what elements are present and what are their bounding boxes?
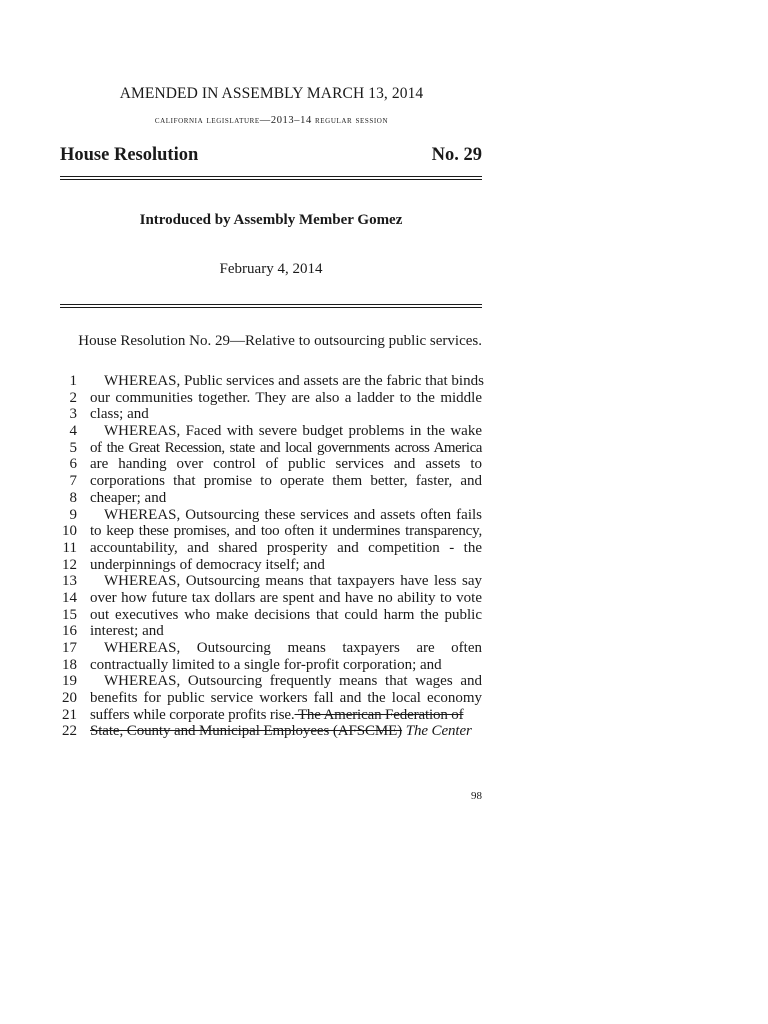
document-type: House Resolution bbox=[60, 145, 199, 165]
struck-text: State, County and Municipal Employees (AFSCME) bbox=[90, 723, 403, 740]
struck-text: The American Federation of bbox=[294, 706, 464, 723]
intro-rule-bottom bbox=[60, 307, 482, 308]
line-number: 14 bbox=[62, 589, 77, 606]
header-rule-bottom bbox=[60, 179, 482, 180]
body-line-7 bbox=[0, 473, 768, 490]
line-number: 11 bbox=[62, 539, 77, 556]
introduced-date: February 4, 2014 bbox=[219, 261, 323, 277]
body-line-20 bbox=[0, 690, 768, 707]
introduced-by: Introduced by Assembly Member Gomez bbox=[139, 212, 403, 228]
body-line-16 bbox=[0, 623, 768, 640]
line-number: 17 bbox=[62, 640, 77, 656]
amended-notice: AMENDED IN ASSEMBLY MARCH 13, 2014 bbox=[119, 85, 424, 102]
body-line-4 bbox=[0, 423, 768, 440]
line-text: WHEREAS, Outsourcing means that taxpayers have less say bbox=[104, 573, 482, 590]
body-line-6 bbox=[0, 456, 768, 473]
line-number: 9 bbox=[69, 506, 77, 523]
body-line-14 bbox=[0, 590, 768, 607]
line-text: interest; and bbox=[90, 623, 164, 640]
line-text: our communities together. They are also a ladder to the middle bbox=[90, 389, 482, 406]
line-text: corporations that promise to operate them better, faster, and bbox=[90, 473, 482, 490]
inserted-text: The Center bbox=[402, 723, 472, 740]
body-line-10 bbox=[0, 523, 768, 540]
body-line-11 bbox=[0, 540, 768, 557]
body-line-17 bbox=[0, 640, 768, 657]
intro-rule-top bbox=[60, 304, 482, 305]
line-text: underpinnings of democracy itself; and bbox=[90, 556, 325, 573]
line-text: over how future tax dollars are spent and have no ability to vote bbox=[90, 589, 482, 606]
body-line-8 bbox=[0, 490, 768, 507]
line-number: 18 bbox=[62, 656, 77, 673]
body-line-15 bbox=[0, 607, 768, 624]
line-number: 12 bbox=[62, 556, 77, 573]
line-number: 1 bbox=[69, 373, 77, 389]
line-text: contractually limited to a single for-profit corporation; and bbox=[90, 656, 442, 673]
line-text: WHEREAS, Faced with severe budget problems in the wake bbox=[104, 423, 482, 440]
line-text: to keep these promises, and too often it undermines transparency, bbox=[90, 523, 482, 540]
line-number: 19 bbox=[62, 673, 77, 690]
line-number: 21 bbox=[62, 706, 77, 723]
session-label: california legislature—2013–14 regular session bbox=[154, 115, 389, 126]
line-number: 8 bbox=[69, 489, 77, 506]
line-number: 3 bbox=[69, 406, 77, 423]
line-number: 15 bbox=[62, 606, 77, 623]
body-line-3 bbox=[0, 406, 768, 423]
body-line-12 bbox=[0, 557, 768, 574]
line-number: 13 bbox=[62, 573, 77, 590]
body-line-13 bbox=[0, 573, 768, 590]
page-number: 98 bbox=[471, 790, 482, 802]
line-text bbox=[90, 707, 482, 724]
line-text-plain: suffers while corporate profits rise. bbox=[90, 706, 295, 723]
line-number: 4 bbox=[69, 423, 77, 440]
line-text: WHEREAS, Public services and assets are the fabric that binds bbox=[104, 373, 484, 389]
body-line-21 bbox=[0, 707, 768, 724]
line-text: cheaper; and bbox=[90, 489, 167, 506]
body-line-5 bbox=[0, 440, 768, 457]
body-line-19 bbox=[0, 673, 768, 690]
line-text: accountability, and shared prosperity and competition - the bbox=[90, 539, 482, 556]
body-line-22 bbox=[0, 723, 768, 740]
body-line-2 bbox=[0, 390, 768, 407]
resolution-title: House Resolution No. 29—Relative to outsourcing public services. bbox=[78, 333, 482, 349]
line-number: 10 bbox=[62, 523, 77, 540]
line-text: WHEREAS, Outsourcing frequently means that wages and bbox=[104, 673, 482, 690]
line-number: 5 bbox=[69, 439, 77, 456]
body-line-9 bbox=[0, 507, 768, 524]
line-number: 2 bbox=[69, 389, 77, 406]
header-rule-top bbox=[60, 176, 482, 177]
body-line-18 bbox=[0, 657, 768, 674]
line-text: class; and bbox=[90, 406, 149, 423]
line-text: of the Great Recession, state and local governments across America bbox=[90, 439, 482, 456]
resolution-body bbox=[0, 373, 768, 740]
document-title-row bbox=[60, 145, 482, 169]
line-number: 22 bbox=[62, 723, 77, 740]
line-text: benefits for public service workers fall and the local economy bbox=[90, 690, 482, 707]
line-text: WHEREAS, Outsourcing these services and assets often fails bbox=[104, 506, 482, 523]
line-text: out executives who make decisions that could harm the public bbox=[90, 606, 482, 623]
line-text: WHEREAS, Outsourcing means taxpayers are often bbox=[104, 640, 482, 656]
line-number: 20 bbox=[62, 690, 77, 707]
line-text: are handing over control of public services and assets to bbox=[90, 456, 482, 473]
body-line-1 bbox=[0, 373, 768, 390]
document-number: No. 29 bbox=[431, 145, 482, 165]
line-number: 16 bbox=[62, 623, 77, 640]
line-number: 6 bbox=[69, 456, 77, 473]
line-text bbox=[90, 723, 482, 740]
line-number: 7 bbox=[69, 473, 77, 490]
